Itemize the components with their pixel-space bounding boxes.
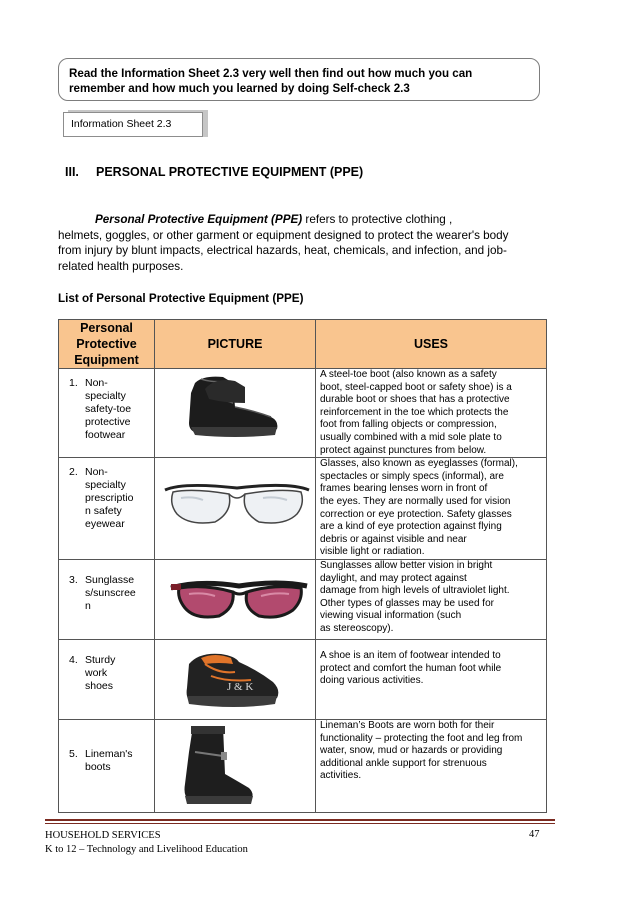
- ppe-table: [58, 319, 547, 813]
- uses-line: are a kind of eye protection against flying: [320, 521, 502, 533]
- ppe-name-line: specialty: [85, 479, 126, 492]
- svg-text:J & K: J & K: [227, 680, 254, 693]
- uses-line: frames bearing lenses worn in front of: [320, 483, 488, 495]
- ppe-name: [85, 574, 145, 613]
- ppe-name: [85, 748, 145, 774]
- ppe-name-line: footwear: [85, 429, 126, 441]
- header-uses: USES: [316, 320, 547, 369]
- work-shoe-icon: [175, 646, 285, 716]
- uses-cell: [316, 719, 547, 812]
- uses-line: activities.: [320, 770, 362, 782]
- footer-rule-thin: [45, 823, 555, 824]
- uses-line: Other types of glasses may be used for: [320, 597, 494, 609]
- uses-line: viewing visual information (such: [320, 610, 462, 622]
- ppe-name-line: s/sunscree: [85, 586, 136, 599]
- ppe-name-line: shoes: [85, 679, 114, 692]
- intro-paragraph: [58, 212, 558, 274]
- instruction-box: [58, 58, 540, 101]
- instruction-line-2: remember and how much you learned by doing Self-check 2.3: [69, 82, 410, 95]
- uses-line: visible light or radiation.: [320, 546, 425, 558]
- row-number: 3.: [69, 573, 78, 586]
- ppe-name-cell: [59, 639, 155, 719]
- header-ppe: [59, 320, 155, 369]
- section-title: PERSONAL PROTECTIVE EQUIPMENT (PPE): [96, 165, 364, 179]
- ppe-name-cell: [59, 369, 155, 458]
- section-number: III.: [65, 165, 79, 179]
- lineman-boot-icon: [175, 722, 259, 810]
- uses-line: durable boot or shoes that has a protective: [320, 394, 510, 406]
- row-number: 2.: [69, 466, 78, 479]
- picture-cell: [155, 719, 316, 812]
- uses-line: protect and comfort the human foot while: [320, 662, 502, 674]
- ppe-name-line: Non-: [85, 466, 108, 479]
- ppe-name-line: Sunglasse: [85, 573, 135, 586]
- page-number: 47: [529, 829, 540, 840]
- uses-line: debris or against visible and near: [320, 533, 467, 545]
- uses-cell: [316, 458, 547, 560]
- ppe-name-line: n safety: [85, 505, 122, 518]
- picture-cell: [155, 559, 316, 639]
- intro-line-2: helmets, goggles, or other garment or equipment designed to protect the wearer's body: [58, 228, 509, 242]
- footer-rule-thick: [45, 819, 555, 821]
- uses-line: spectacles or simply specs (informal), are: [320, 470, 504, 482]
- uses-line: the eyes. They are normally used for vision: [320, 495, 511, 507]
- uses-line: reinforcement in the toe which protects the: [320, 406, 509, 418]
- uses-cell: [316, 639, 547, 719]
- ppe-name-cell: [59, 458, 155, 560]
- ppe-name-line: Lineman's: [85, 747, 133, 760]
- picture-cell: [155, 639, 316, 719]
- header-picture: PICTURE: [155, 320, 316, 369]
- header-ppe-line-3: Equipment: [74, 353, 139, 367]
- uses-cell: [316, 369, 547, 458]
- footer-text: [45, 829, 248, 857]
- footer-line-1: HOUSEHOLD SERVICES: [45, 830, 161, 841]
- uses-line: Sunglasses allow better vision in bright: [320, 559, 493, 571]
- section-heading: [65, 165, 363, 179]
- table-row: [59, 458, 547, 560]
- ppe-name: [85, 466, 145, 531]
- ppe-name-line: safety-toe: [85, 403, 132, 415]
- ppe-name: [85, 377, 145, 442]
- ppe-name-cell: [59, 719, 155, 812]
- uses-line: functionality – protecting the foot and leg from: [320, 732, 523, 744]
- uses-line: protect against punctures from below.: [320, 444, 487, 456]
- table-row: [59, 639, 547, 719]
- uses-line: additional ankle support for strenuous: [320, 757, 487, 769]
- header-ppe-line-2: Protective: [76, 337, 137, 351]
- safety-glasses-icon: [163, 478, 311, 542]
- uses-line: A shoe is an item of footwear intended to: [320, 649, 501, 661]
- uses-line: usually combined with a mid sole plate to: [320, 431, 502, 443]
- footer-line-2: K to 12 – Technology and Livelihood Education: [45, 844, 248, 855]
- uses-line: boot, steel-capped boot or safety shoe) is a: [320, 381, 512, 393]
- uses-line: foot from falling objects or compression,: [320, 419, 497, 431]
- ppe-name: [85, 654, 145, 693]
- ppe-name-line: Sturdy: [85, 653, 116, 666]
- ppe-name-line: prescriptio: [85, 492, 134, 505]
- sunglasses-icon: [169, 574, 309, 630]
- uses-line: water, snow, mud or hazards or providing: [320, 745, 503, 757]
- row-number: 1.: [69, 377, 78, 389]
- uses-line: daylight, and may protect against: [320, 572, 467, 584]
- uses-line: damage from high levels of ultraviolet light.: [320, 585, 510, 597]
- uses-line: Lineman’s Boots are worn both for their: [320, 719, 495, 731]
- intro-line-3: from injury by blunt impacts, electrical hazards, heat, chemicals, and infection, and job-: [58, 244, 507, 257]
- ppe-name-line: n: [85, 599, 91, 612]
- ppe-name-line: protective: [85, 416, 131, 428]
- ppe-name-line: boots: [85, 760, 111, 773]
- list-title: List of Personal Protective Equipment (PPE): [58, 292, 304, 305]
- ppe-name-line: specialty: [85, 390, 126, 402]
- row-number: 5.: [69, 747, 78, 760]
- picture-cell: [155, 369, 316, 458]
- table-row: [59, 559, 547, 639]
- table-header-row: [59, 320, 547, 369]
- uses-line: A steel-toe boot (also known as a safety: [320, 369, 497, 380]
- table-row: [59, 369, 547, 458]
- ppe-name-line: eyewear: [85, 518, 125, 531]
- intro-line-1: refers to protective clothing ,: [302, 213, 453, 226]
- picture-cell: [155, 458, 316, 560]
- information-sheet-tab: Information Sheet 2.3: [63, 112, 203, 137]
- ppe-name-cell: [59, 559, 155, 639]
- uses-cell: [316, 559, 547, 639]
- instruction-line-1: Read the Information Sheet 2.3 very well then find out how much you can: [69, 67, 473, 80]
- intro-line-4: related health purposes.: [58, 259, 184, 273]
- uses-line: Glasses, also known as eyeglasses (formal),: [320, 458, 518, 470]
- table-row: [59, 719, 547, 812]
- row-number: 4.: [69, 653, 78, 666]
- uses-line: correction or eye protection. Safety glasses: [320, 508, 512, 520]
- header-ppe-line-1: Personal: [80, 321, 133, 335]
- ppe-name-line: work: [85, 666, 108, 679]
- safety-boot-icon: [175, 373, 285, 447]
- ppe-name-line: Non-: [85, 377, 108, 389]
- uses-line: doing various activities.: [320, 675, 424, 687]
- intro-term: Personal Protective Equipment (PPE): [95, 213, 303, 226]
- uses-line: as stereoscopy).: [320, 622, 394, 634]
